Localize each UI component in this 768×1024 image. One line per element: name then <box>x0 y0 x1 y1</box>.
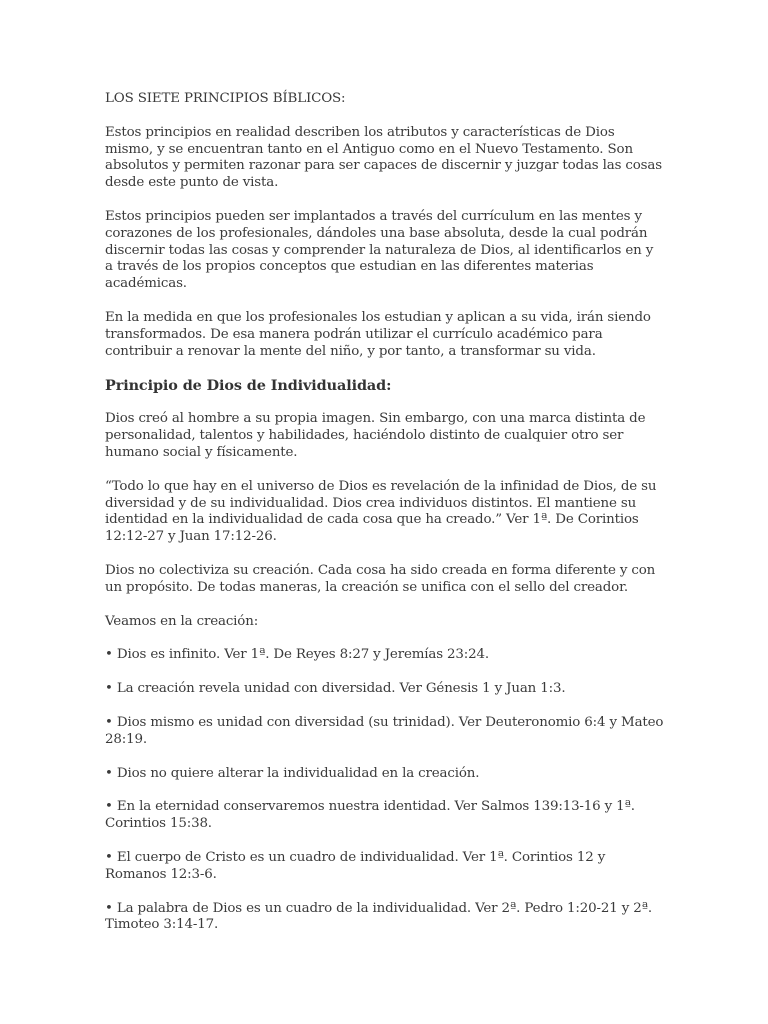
bullet-item <box>105 647 665 664</box>
bullet-icon: • <box>105 765 113 781</box>
bullet-icon: • <box>105 799 113 815</box>
bullet-text: Dios es infinito. Ver 1ª. De Reyes 8:27 y Jeremías 23:24. <box>116 647 490 663</box>
bullet-icon: • <box>105 681 113 697</box>
bullet-item <box>105 799 665 833</box>
intro-paragraph-1: Estos principios en realidad describen los atributos y características de Dios mismo, y se encuentran tanto en el Antiguo como en el Nuevo Testamento. Son absolutos y permiten razonar para ser capaces de discernir y juzgar todas las cosas desde este punto de vista. <box>105 124 662 191</box>
bullet-item <box>105 681 665 698</box>
bullet-text: En la eternidad conservaremos nuestra identidad. Ver Salmos 139:13-16 y 1ª. Corintios 15:38. <box>105 799 635 832</box>
section-paragraph-4: Veamos en la creación: <box>105 613 259 629</box>
section-paragraph-1: Dios creó al hombre a su propia imagen. Sin embargo, con una marca distinta de personalidad, talentos y habilidades, haciéndolo distinto de cualquier otro ser humano social y físicamente. <box>105 411 646 460</box>
bullet-icon: • <box>105 900 113 916</box>
bullet-text: La palabra de Dios es un cuadro de la individualidad. Ver 2ª. Pedro 1:20-21 y 2ª. Timoteo 3:14-17. <box>105 900 652 933</box>
bullet-text: El cuerpo de Cristo es un cuadro de individualidad. Ver 1ª. Corintios 12 y Romanos 12:3-6. <box>105 849 606 882</box>
bullet-text: Dios mismo es unidad con diversidad (su trinidad). Ver Deuteronomio 6:4 y Mateo 28:19. <box>105 714 664 747</box>
section-paragraph-2: “Todo lo que hay en el universo de Dios es revelación de la infinidad de Dios, de su diversidad y de su individualidad. Dios crea individuos distintos. El mantiene su identidad en la individualidad de cada cosa que ha creado.” Ver 1ª. De Corintios 12:12-27 y Juan 17:12-26. <box>105 478 657 545</box>
bullet-text: Dios no quiere alterar la individualidad en la creación. <box>116 765 480 781</box>
document-heading: LOS SIETE PRINCIPIOS BÍBLICOS: <box>105 91 346 106</box>
bullet-item <box>105 850 665 884</box>
section-paragraph-3: Dios no colectiviza su creación. Cada cosa ha sido creada en forma diferente y con un propósito. De todas maneras, la creación se unifica con el sello del creador. <box>105 562 656 595</box>
intro-paragraph-2: Estos principios pueden ser implantados a través del currículum en las mentes y corazones de los profesionales, dándoles una base absoluta, desde la cual podrán discernir todas las cosas y comprender la naturaleza de Dios, al identificarlos en y a través de los propios conceptos que estudian en las diferentes materias académicas. <box>105 208 654 292</box>
intro-paragraph-3: En la medida en que los profesionales los estudian y aplican a su vida, irán siendo transformados. De esa manera podrán utilizar el currículo académico para contribuir a renovar la mente del niño, y por tanto, a transformar su vida. <box>105 309 651 359</box>
document-page <box>105 91 665 951</box>
bullet-item <box>105 901 665 935</box>
section-title: Principio de Dios de Individualidad: <box>105 377 392 395</box>
bullet-icon: • <box>105 647 113 663</box>
bullet-item <box>105 715 665 749</box>
bullet-icon: • <box>105 849 113 865</box>
bullet-icon: • <box>105 714 113 730</box>
bullet-text: La creación revela unidad con diversidad. Ver Génesis 1 y Juan 1:3. <box>116 681 566 697</box>
bullet-item <box>105 766 665 783</box>
